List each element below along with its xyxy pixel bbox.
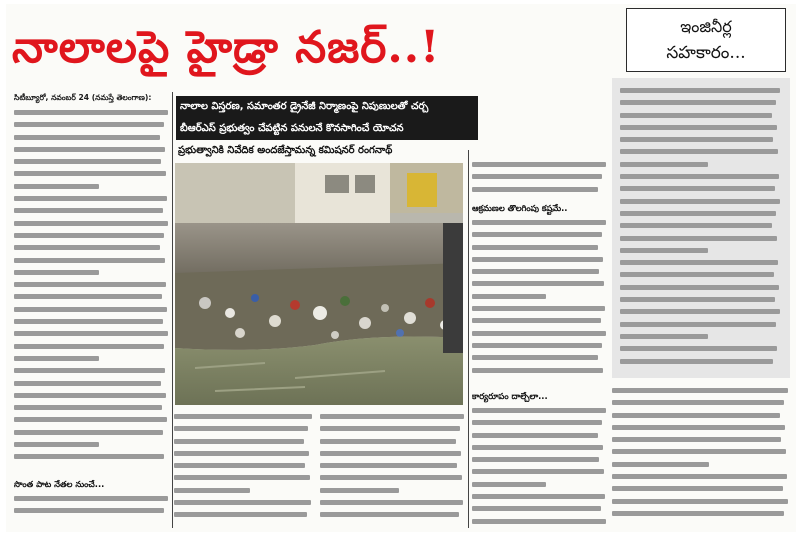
subheading-3: ప్రభుత్వానికి నివేదిక అందజేస్తామన్న కమిషనర్ రంగనాథ్: [176, 140, 476, 162]
text-line: [14, 389, 170, 401]
text-line: [320, 471, 466, 483]
text-line: [14, 180, 170, 192]
text-line: [174, 496, 314, 508]
text-line: [14, 131, 170, 143]
text-line: [612, 495, 790, 507]
nala-photo: [175, 163, 463, 405]
text-line: [620, 170, 782, 182]
section-heading-encroachment: ఆక్రమణల తొలగింపు కష్టమే..: [472, 203, 568, 213]
text-line: [174, 459, 314, 471]
subheading-1: నాలాల విస్తరణ, సమాంతర డ్రైనేజీ నిర్మాణంపై నిపుణులతో చర్చ: [176, 96, 478, 118]
text-line: [620, 121, 782, 133]
text-line: [174, 422, 314, 434]
text-line: [620, 268, 782, 280]
text-line: [14, 143, 170, 155]
text-line: [320, 459, 466, 471]
text-line: [14, 278, 170, 290]
text-line: [472, 216, 608, 228]
engineers-cooperation-box: [626, 8, 786, 72]
right-bottom-text: [612, 384, 790, 528]
text-line: [620, 195, 782, 207]
headline: నాలాలపై హైడ్రా నజర్..!: [12, 22, 441, 73]
text-line: [320, 484, 466, 496]
text-line: [612, 470, 790, 482]
left-column: [14, 92, 170, 472]
left-column-text: [14, 106, 170, 463]
text-line: [14, 413, 170, 425]
text-line: [620, 84, 782, 96]
text-line: [14, 450, 170, 462]
text-line: [612, 396, 790, 408]
text-line: [472, 351, 608, 363]
text-line: [472, 416, 608, 428]
text-line: [472, 441, 608, 453]
text-line: [14, 340, 170, 352]
text-line: [620, 133, 782, 145]
subheading-2: బీఆర్ఎస్ ప్రభుత్వం చేపట్టిన పనులనే కొనసాగించే యోచన: [176, 118, 478, 140]
text-line: [620, 145, 782, 157]
text-line: [472, 465, 608, 477]
text-line: [472, 453, 608, 465]
text-line: [472, 253, 608, 265]
text-line: [620, 109, 782, 121]
text-line: [14, 155, 170, 167]
text-line: [620, 318, 782, 330]
engineers-sidebar: [612, 78, 790, 378]
text-line: [174, 410, 314, 422]
center-right-mid-text: [472, 216, 608, 386]
text-line: [472, 277, 608, 289]
box-line-2: సహకారం...: [666, 43, 746, 63]
text-line: [472, 302, 608, 314]
text-line: [14, 377, 170, 389]
text-line: [620, 342, 782, 354]
text-line: [320, 447, 466, 459]
dateline: సిటీబ్యూరో, నవంబర్ 24 (నమస్తే తెలంగాణ):: [14, 93, 152, 102]
text-line: [612, 409, 790, 421]
text-line: [620, 158, 782, 170]
text-line: [612, 445, 790, 457]
text-line: [14, 492, 170, 504]
text-line: [14, 241, 170, 253]
text-line: [612, 458, 790, 470]
column-divider: [172, 92, 173, 528]
text-line: [14, 229, 170, 241]
text-line: [620, 207, 782, 219]
text-line: [14, 401, 170, 413]
text-line: [472, 502, 608, 514]
text-line: [14, 364, 170, 376]
text-line: [14, 303, 170, 315]
text-line: [14, 217, 170, 229]
left-subsection-heading: సొంత పాట నేతల నుంచే...: [14, 479, 105, 489]
center-mid-lower-text: [320, 410, 466, 528]
text-line: [14, 266, 170, 278]
text-line: [620, 244, 782, 256]
text-line: [14, 167, 170, 179]
text-line: [472, 183, 608, 195]
text-line: [14, 438, 170, 450]
text-line: [320, 508, 466, 520]
text-line: [620, 330, 782, 342]
text-line: [14, 290, 170, 302]
text-line: [14, 254, 170, 266]
text-line: [472, 478, 608, 490]
box-line-1: ఇంజినీర్ల: [680, 17, 732, 36]
text-line: [620, 293, 782, 305]
text-line: [472, 490, 608, 502]
text-line: [472, 515, 608, 527]
text-line: [472, 158, 608, 170]
text-line: [620, 281, 782, 293]
text-line: [14, 352, 170, 364]
text-line: [472, 327, 608, 339]
text-line: [472, 314, 608, 326]
center-right-bottom-text: [472, 404, 608, 528]
text-line: [14, 426, 170, 438]
text-line: [612, 507, 790, 519]
text-line: [620, 256, 782, 268]
text-line: [174, 484, 314, 496]
text-line: [14, 192, 170, 204]
center-right-top-text: [472, 158, 608, 198]
text-line: [612, 421, 790, 433]
text-line: [472, 265, 608, 277]
center-left-lower-text: [174, 410, 314, 528]
text-line: [472, 404, 608, 416]
text-line: [174, 447, 314, 459]
text-line: [612, 433, 790, 445]
text-line: [14, 504, 170, 516]
text-line: [14, 118, 170, 130]
text-line: [620, 355, 782, 367]
text-line: [620, 219, 782, 231]
text-line: [174, 508, 314, 520]
text-line: [472, 339, 608, 351]
text-line: [472, 290, 608, 302]
text-line: [14, 106, 170, 118]
text-line: [320, 410, 466, 422]
text-line: [472, 429, 608, 441]
text-line: [472, 364, 608, 376]
text-line: [14, 327, 170, 339]
text-line: [620, 305, 782, 317]
column-divider-2: [468, 150, 469, 528]
text-line: [174, 435, 314, 447]
text-line: [14, 315, 170, 327]
left-column-bottom: [14, 492, 170, 528]
text-line: [174, 471, 314, 483]
text-line: [472, 170, 608, 182]
text-line: [612, 482, 790, 494]
text-line: [620, 232, 782, 244]
text-line: [620, 182, 782, 194]
text-line: [14, 204, 170, 216]
text-line: [612, 384, 790, 396]
text-line: [472, 228, 608, 240]
section-heading-implementation: కార్యరూపం దాల్చేలా...: [472, 391, 548, 401]
text-line: [472, 241, 608, 253]
text-line: [320, 435, 466, 447]
text-line: [320, 422, 466, 434]
sidebar-text: [620, 84, 782, 374]
text-line: [320, 496, 466, 508]
text-line: [620, 96, 782, 108]
